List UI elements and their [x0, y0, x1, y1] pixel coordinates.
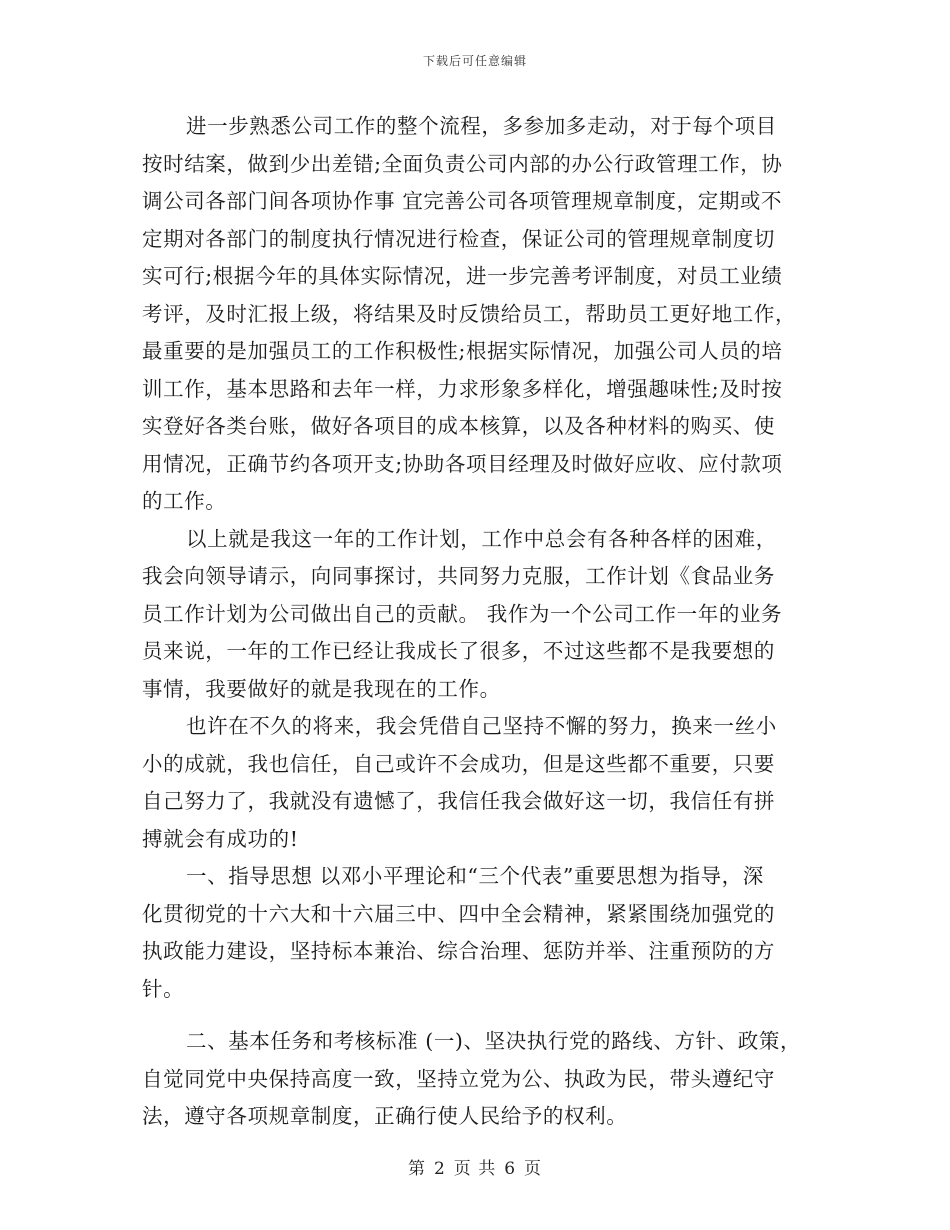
text-line: 进一步熟悉公司工作的整个流程，多参加多走动，对于每个项目 — [186, 114, 777, 138]
text-line: 二、基本任务和考核标准 (一)、坚决执行党的路线、方针、政策， — [186, 1029, 802, 1053]
text-line: 一、指导思想 以邓小平理论和“三个代表”重要思想为指导，深 — [186, 864, 764, 888]
text-line: 考评，及时汇报上级，将结果及时反馈给员工，帮助员工更好地工作， — [142, 301, 797, 326]
text-line: 以上就是我这一年的工作计划，工作中总会有各种各样的困难， — [186, 526, 777, 551]
paragraph-gap — [142, 1008, 808, 1023]
document-body — [142, 108, 808, 1136]
page-footer — [0, 1154, 950, 1179]
text-line: 按时结案，做到少出差错;全面负责公司内部的办公行政管理工作，协 — [142, 151, 783, 176]
footer-middle: 页 共 — [453, 1159, 497, 1179]
total-pages-number: 6 — [504, 1159, 517, 1179]
text-line: 调公司各部门间各项协作事 宜完善公司各项管理规章制度，定期或不 — [142, 189, 783, 213]
text-line: 针。 — [142, 976, 185, 1001]
text-line: 用情况，正确节约各项开支;协助各项目经理及时做好应收、应付款项 — [142, 451, 783, 476]
text-line: 员来说，一年的工作已经让我成长了很多，不过这些都不是我要想的 — [142, 639, 775, 663]
text-line: 实可行;根据今年的具体实际情况，进一步完善考评制度，对员工业绩 — [142, 264, 783, 288]
text-line: 实登好各类台账，做好各项目的成本核算，以及各种材料的购买、使 — [142, 414, 775, 438]
text-line: 定期对各部门的制度执行情况进行检查，保证公司的管理规章制度切 — [142, 226, 775, 251]
text-line: 自觉同党中央保持高度一致，坚持立党为公、执政为民，带头遵纪守 — [142, 1066, 775, 1091]
text-line: 我会向领导请示，向同事探讨，共同努力克服，工作计划《食品业务 — [142, 564, 775, 588]
footer-prefix: 第 — [407, 1159, 426, 1179]
text-line: 的工作。 — [142, 489, 227, 513]
footer-suffix: 页 — [524, 1159, 543, 1179]
text-line: 小的成就，我也信任，自己或许不会成功，但是这些都不重要，只要 — [142, 751, 775, 776]
text-line: 训工作，基本思路和去年一样，力求形象多样化，增强趣味性;及时按 — [142, 376, 783, 401]
text-line: 事情，我要做好的就是我现在的工作。 — [142, 676, 501, 701]
text-line: 化贯彻党的十六大和十六届三中、四中全会精神，紧紧围绕加强党的 — [142, 901, 775, 926]
page-header: 下载后可任意编辑 — [422, 54, 527, 68]
text-line: 员工作计划为公司做出自己的贡献。 我作为一个公司工作一年的业务 — [142, 601, 783, 626]
text-line: 自己努力了，我就没有遗憾了，我信任我会做好这一切，我信任有拼 — [142, 789, 775, 813]
text-line: 搏就会有成功的! — [142, 826, 299, 851]
text-line: 执政能力建设，坚持标本兼治、综合治理、惩防并举、注重预防的方 — [142, 939, 775, 963]
text-line: 最重要的是加强员工的工作积极性;根据实际情况，加强公司人员的培 — [142, 339, 783, 363]
text-line: 也许在不久的将来，我会凭借自己坚持不懈的努力，换来一丝小 — [186, 714, 777, 738]
current-page-number: 2 — [433, 1159, 446, 1179]
text-line: 法，遵守各项规章制度，正确行使人民给予的权利。 — [142, 1104, 628, 1128]
